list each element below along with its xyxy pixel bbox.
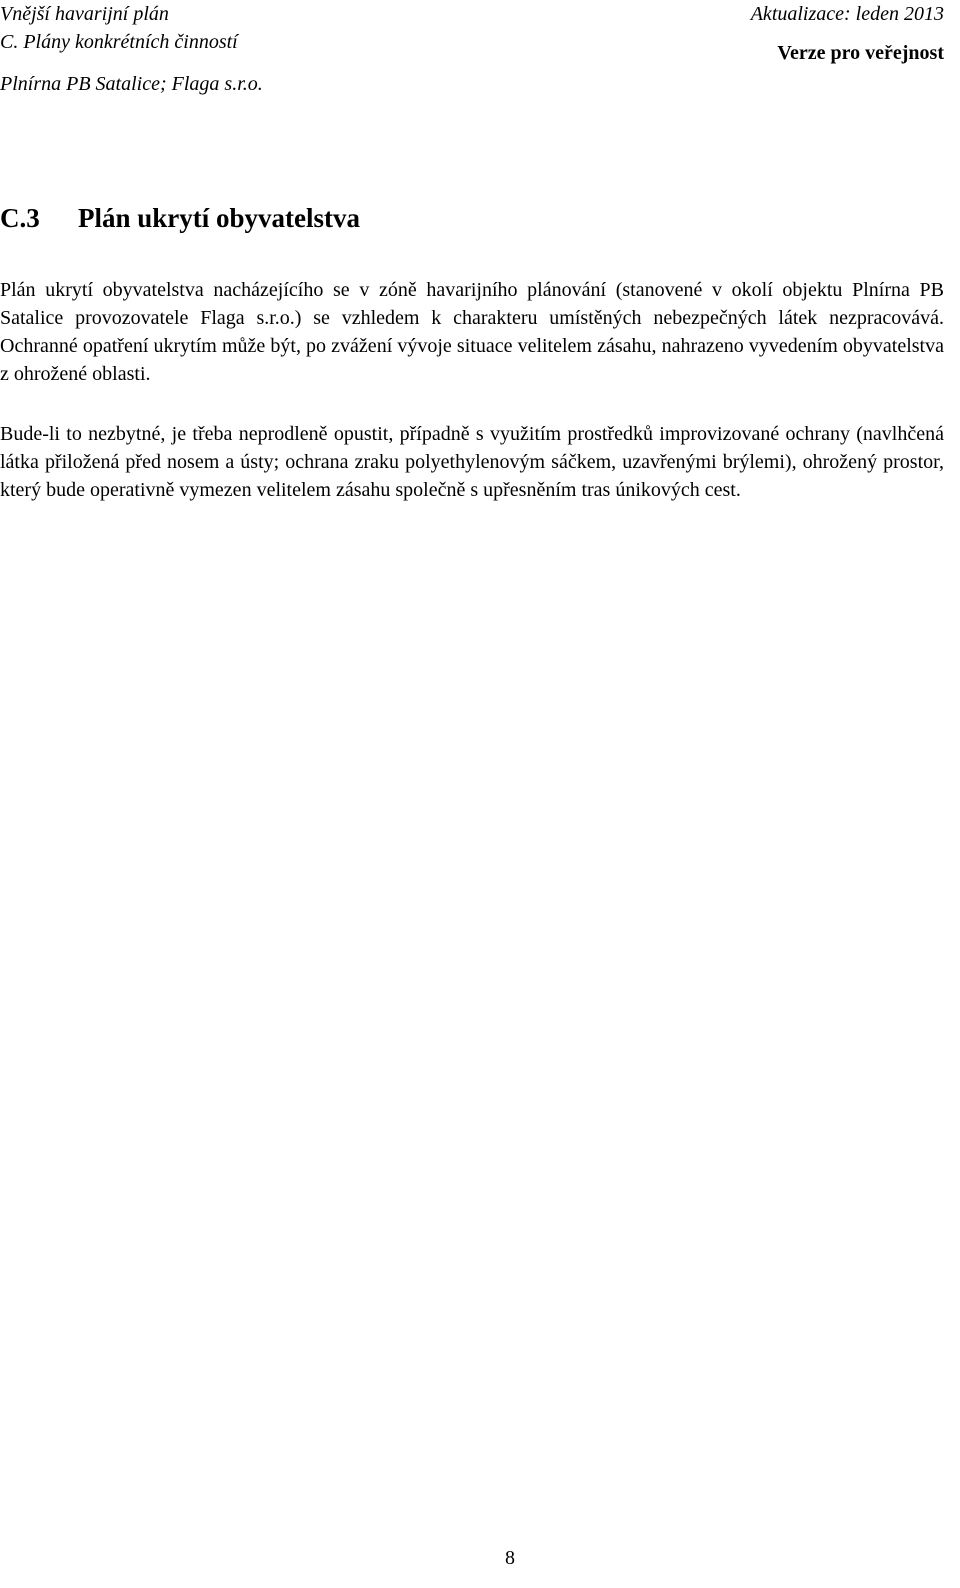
section-title: Plán ukrytí obyvatelstva [78, 203, 361, 233]
page-number: 8 [505, 1547, 515, 1569]
company-name: Plnírna PB Satalice; Flaga s.r.o. [0, 73, 263, 95]
update-date: Aktualizace: leden 2013 [750, 3, 944, 25]
paragraph: Plán ukrytí obyvatelstva nacházejícího se v zóně havarijního plánování (stanovené v okolí objektu Plnírna PB Satalice provozovatele Flaga s.r.o.) se vzhledem k charakteru umístěných nebezpečných látek nezpracovává. Ochranné opatření ukrytím může být, po zvážení vývoje situace velitelem zásahu, nahrazeno vyvedením obyvatelstva z ohrožené oblasti. [0, 279, 944, 385]
header-left [0, 0, 263, 98]
paragraph: Bude-li to nezbytné, je třeba neprodleně opustit, případně s využitím prostředků improvizované ochrany (navlhčená látka přiložená před nosem a ústy; ochrana zraku polyethylenovým sáčkem, uzavřenými brýlemi), ohrožený prostor, který bude operativně vymezen velitelem zásahu společně s upřesněním tras únikových cest. [0, 423, 944, 501]
version-label: Verze pro veřejnost [777, 42, 944, 64]
chapter-name: C. Plány konkrétních činností [0, 31, 238, 53]
document-title: Vnější havarijní plán [0, 3, 169, 25]
section-heading [0, 200, 360, 236]
section-number: C.3 [0, 203, 40, 233]
header-right [751, 0, 944, 67]
